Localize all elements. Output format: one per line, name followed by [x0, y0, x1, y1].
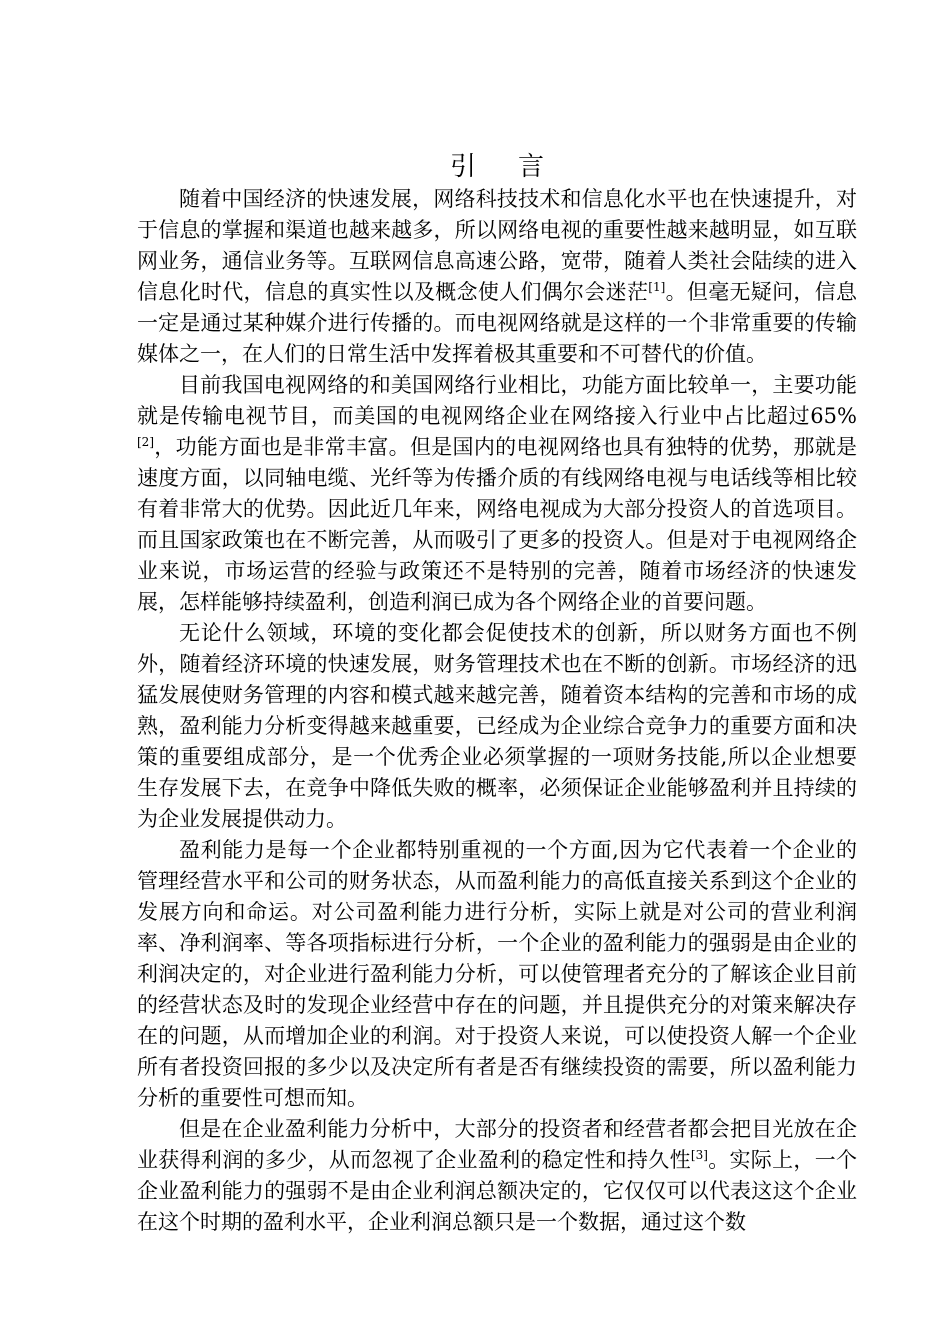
paragraph-text: 盈利能力是每一个企业都特别重视的一个方面,因为它代表着一个企业的管理经营水平和公司的财务状态，从而盈利能力的高低直接关系到这个企业的发展方向和命运。对公司盈利能力进行分析，实际上就是对公司的营业利润率、净利润率、等各项指标进行分析，一个企业的盈利能力的强弱是由企业的利润决定的，对企业进行盈利能力分析，可以使管理者充分的了解该企业目前的经营状态及时的发现企业经营中存在的问题，并且提供充分的对策来解决存在的问题，从而增加企业的利润。对于投资人来说，可以使投资人解一个企业所有者投资回报的多少以及决定所有者是否有继续投资的需要，所以盈利能力分析的重要性可想而知。 [137, 838, 857, 1110]
paragraph-text: 无论什么领域，环境的变化都会促使技术的创新，所以财务方面也不例外，随着经济环境的快速发展，财务管理技术也在不断的创新。市场经济的迅猛发展使财务管理的内容和模式越来越完善，随着资本结构的完善和市场的成熟，盈利能力分析变得越来越重要，已经成为企业综合竞争力的重要方面和决策的重要组成部分，是一个优秀企业必须掌握的一项财务技能,所以企业想要生存发展下去，在竞争中降低失败的概率，必须保证企业能够盈利并且持续的为企业发展提供动力。 [137, 621, 857, 831]
citation-marker: [1] [648, 280, 666, 294]
paragraph-1 [137, 184, 857, 370]
citation-marker: [2] [137, 435, 154, 449]
paragraph-text: 。实际上，一个企业盈利能力的强弱不是由企业利润总额决定的，它仅仅可以代表这这个企业在这个时期的盈利水平，企业利润总额只是一个数据，通过这个数 [137, 1148, 858, 1234]
paragraph-3 [137, 618, 857, 835]
paragraph-4 [137, 835, 857, 1114]
paragraph-2 [137, 370, 857, 618]
paragraph-text: 。但毫无疑问，信息一定是通过某种媒介进行传播的。而电视网络就是这样的一个非常重要的传输媒体之一，在人们的日常生活中发挥着极其重要和不可替代的价值。 [137, 280, 858, 366]
paragraph-text: 随着中国经济的快速发展，网络科技技术和信息化水平也在快速提升，对于信息的掌握和渠道也越来越多，所以网络电视的重要性越来越明显，如互联网业务，通信业务等。互联网信息高速公路，宽带，随着人类社会陆续的进入信息化时代，信息的真实性以及概念使人们偶尔会迷茫 [137, 187, 857, 304]
page-title: 引言 [449, 152, 586, 182]
paragraph-text: 目前我国电视网络的和美国网络行业相比，功能方面比较单一，主要功能就是传输电视节目，而美国的电视网络企业在网络接入行业中占比超过65% [137, 373, 857, 428]
paragraph-text: ，功能方面也是非常丰富。但是国内的电视网络也具有独特的优势，那就是速度方面，以同轴电缆、光纤等为传播介质的有线网络电视与电话线等相比较有着非常大的优势。因此近几年来，网络电视成为大部分投资人的首选项目。而且国家政策也在不断完善，从而吸引了更多的投资人。但是对于电视网络企业来说，市场运营的经验与政策还不是特别的完善，随着市场经济的快速发展，怎样能够持续盈利，创造利润已成为各个网络企业的首要问题。 [137, 435, 857, 614]
document-page [137, 150, 857, 1238]
paragraph-text: 但是在企业盈利能力分析中，大部分的投资者和经营者都会把目光放在企业获得利润的多少，从而忽视了企业盈利的稳定性和持久性 [137, 1117, 857, 1172]
citation-marker: [3] [690, 1148, 708, 1162]
paragraph-5 [137, 1114, 857, 1238]
